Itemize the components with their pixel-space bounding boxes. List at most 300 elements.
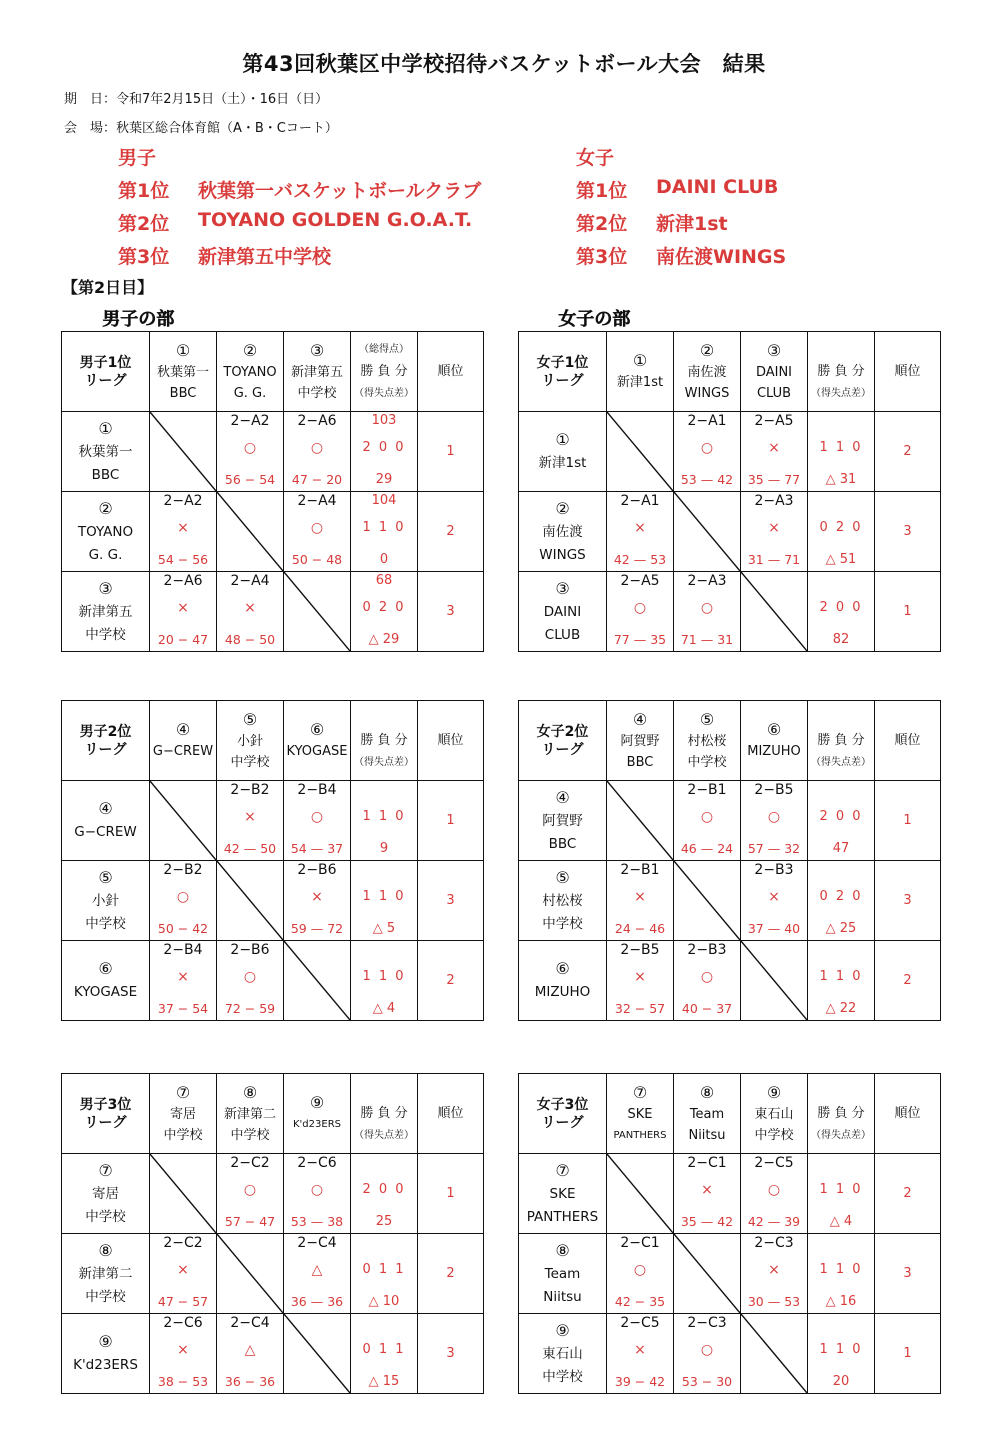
team-number: ② (98, 498, 113, 518)
game-score: 53 — 42 (680, 472, 734, 487)
row-team-label (519, 492, 607, 572)
day-label: 【第2日目】 (62, 278, 154, 297)
game-code: 2−C1 (687, 1155, 727, 1171)
game-score: 36 − 36 (224, 1374, 276, 1389)
column-team-header (284, 332, 351, 412)
league-title-line: リーグ (84, 372, 127, 389)
point-difference: △ 22 (825, 1001, 857, 1016)
game-score: 35 — 42 (680, 1214, 734, 1229)
team-number: ⑦ (632, 1082, 648, 1102)
self-match-cell (217, 1234, 284, 1314)
game-score: 40 − 37 (681, 1001, 733, 1016)
column-team-header (217, 701, 284, 781)
game-cell (284, 861, 351, 941)
rank-value: 1 (903, 1346, 912, 1361)
win-loss-draw: 2 0 0 (362, 440, 406, 455)
game-code: 2−A1 (687, 413, 727, 429)
team-number: ⑤ (555, 867, 570, 887)
column-team-header (607, 332, 674, 412)
game-code: 2−C4 (297, 1235, 337, 1251)
team-number: ⑧ (699, 1082, 715, 1102)
rank-header-label: 順位 (437, 733, 464, 748)
rank-value: 3 (903, 1266, 912, 1281)
diagonal-line (607, 781, 673, 860)
game-score: 24 − 46 (614, 921, 666, 936)
rank-header (875, 332, 941, 412)
self-match-cell (217, 861, 284, 941)
team-number: ⑨ (555, 1320, 570, 1340)
team-name: 新津第五 (78, 603, 133, 620)
game-result-mark: ○ (700, 600, 714, 616)
diagonal-line (674, 492, 740, 571)
team-name: G−CREW (152, 744, 214, 759)
league-title-line: 女子1位 (536, 354, 589, 371)
girls-place-2: 第2位 (576, 213, 628, 235)
game-code: 2−C1 (620, 1235, 660, 1251)
game-result-mark: × (701, 1182, 713, 1198)
game-score: 48 − 50 (224, 632, 276, 647)
score-header-line: （得失点差） (354, 1129, 414, 1141)
point-difference: △ 5 (372, 921, 396, 936)
column-team-header (741, 701, 808, 781)
boys-team-2: TOYANO GOLDEN G.O.A.T. (198, 209, 473, 231)
score-header-line: 勝 負 分 (360, 732, 408, 748)
team-number: ⑥ (766, 720, 782, 739)
game-cell (607, 1314, 674, 1394)
league-title-line: リーグ (541, 741, 584, 758)
rank-value: 1 (446, 444, 455, 459)
game-result-mark: × (768, 440, 780, 456)
team-name: 村松桜 (542, 892, 583, 909)
game-score: 47 − 20 (291, 472, 343, 487)
column-team-header (674, 701, 741, 781)
team-number: ① (98, 418, 113, 438)
boys-place-1: 第1位 (118, 180, 170, 202)
game-cell (741, 412, 808, 492)
game-cell (150, 1314, 217, 1394)
game-result-mark: ○ (700, 809, 714, 825)
score-summary-cell (351, 412, 418, 492)
self-match-cell (607, 412, 674, 492)
league-title-cell (519, 332, 607, 412)
table-row (519, 861, 941, 941)
table-row (519, 492, 941, 572)
game-result-mark: ○ (310, 809, 324, 825)
team-number: ⑧ (98, 1240, 113, 1260)
diagonal-line (741, 941, 807, 1020)
point-difference: △ 31 (825, 472, 857, 487)
game-cell (674, 781, 741, 861)
game-score: 53 − 30 (681, 1374, 733, 1389)
rank-header-label: 順位 (894, 364, 921, 379)
game-cell (150, 492, 217, 572)
column-team-header (607, 1074, 674, 1154)
league-title-line: 男子2位 (79, 723, 132, 740)
team-name: 東石山 (754, 1106, 794, 1122)
game-result-mark: × (177, 600, 189, 616)
rank-cell (418, 1314, 484, 1394)
row-team-label (62, 1234, 150, 1314)
game-result-mark: ○ (176, 889, 190, 905)
self-match-cell (607, 1154, 674, 1234)
self-match-cell (674, 861, 741, 941)
game-score: 72 − 59 (224, 1001, 276, 1016)
game-cell (217, 781, 284, 861)
rank-header (418, 1074, 484, 1154)
team-number: ② (555, 498, 570, 518)
rank-cell (875, 941, 941, 1021)
score-summary-cell (351, 1154, 418, 1234)
point-difference: △ 29 (368, 632, 400, 647)
rank-header-label: 順位 (437, 364, 464, 379)
row-team-label (519, 1154, 607, 1234)
team-name: 中学校 (85, 1208, 126, 1225)
girls-place-3: 第3位 (576, 246, 628, 268)
team-number: ⑦ (98, 1160, 113, 1180)
score-summary-cell (808, 781, 875, 861)
game-cell (674, 1154, 741, 1234)
rank-cell (875, 861, 941, 941)
team-name: 新津1st (538, 455, 587, 471)
league-title-line: リーグ (84, 1114, 127, 1131)
game-result-mark: × (634, 520, 646, 536)
column-team-header (150, 701, 217, 781)
team-number: ⑨ (309, 1093, 325, 1112)
team-name: G−CREW (74, 824, 137, 840)
point-difference: 0 (379, 552, 389, 567)
league-title-cell (519, 701, 607, 781)
team-name: 中学校 (230, 1127, 270, 1143)
game-code: 2−B1 (620, 862, 660, 878)
score-summary-cell (808, 1234, 875, 1314)
team-name: K'd23ERS (73, 1357, 138, 1373)
rank-header (418, 701, 484, 781)
rank-cell (875, 1314, 941, 1394)
game-cell (217, 412, 284, 492)
game-cell (674, 1314, 741, 1394)
rank-value: 3 (446, 1346, 455, 1361)
league-title-cell (62, 332, 150, 412)
game-code: 2−B1 (687, 782, 727, 798)
game-result-mark: ○ (700, 969, 714, 985)
diagonal-line (284, 572, 350, 651)
game-result-mark: ○ (310, 1182, 324, 1198)
score-summary-cell (351, 572, 418, 652)
game-result-mark: × (244, 809, 256, 825)
rank-cell (875, 492, 941, 572)
game-result-mark: ○ (767, 1182, 781, 1198)
column-team-header (284, 1074, 351, 1154)
team-name: TOYANO (223, 364, 277, 380)
game-cell (607, 1234, 674, 1314)
team-number: ④ (555, 787, 570, 807)
team-name: Team (689, 1106, 725, 1122)
team-name: 東石山 (542, 1345, 583, 1362)
team-name: 中学校 (163, 1127, 203, 1143)
point-difference: △ 15 (368, 1374, 400, 1389)
league-title-line: リーグ (541, 1114, 584, 1131)
team-name: KYOGASE (73, 984, 138, 1000)
rank-value: 3 (446, 893, 455, 908)
game-cell (217, 1314, 284, 1394)
team-name: K'd23ERS (293, 1119, 341, 1130)
point-difference: △ 25 (825, 921, 857, 936)
self-match-cell (741, 572, 808, 652)
self-match-cell (741, 1314, 808, 1394)
team-name: BBC (169, 385, 197, 401)
team-name: CLUB (756, 385, 792, 401)
score-header-line: 勝 負 分 (817, 363, 865, 379)
league-boys-3 (61, 1073, 484, 1394)
game-code: 2−C6 (163, 1315, 203, 1331)
table-row (62, 941, 484, 1021)
game-code: 2−B3 (687, 942, 727, 958)
team-number: ① (175, 340, 191, 360)
boys-results-heading: 男子 (118, 147, 157, 169)
game-code: 2−A2 (163, 493, 203, 509)
column-team-header (674, 1074, 741, 1154)
game-code: 2−A6 (163, 573, 203, 589)
team-name: 中学校 (687, 754, 727, 770)
game-result-mark: ○ (767, 809, 781, 825)
game-score: 47 − 57 (157, 1294, 209, 1309)
game-result-mark: ○ (700, 440, 714, 456)
game-code: 2−B2 (163, 862, 203, 878)
team-name: 村松桜 (687, 733, 727, 749)
team-name: 新津第二 (223, 1106, 276, 1122)
team-name: G. G. (233, 385, 267, 401)
game-result-mark: ○ (633, 600, 647, 616)
game-code: 2−C2 (163, 1235, 203, 1251)
league-boys-2 (61, 700, 484, 1021)
game-result-mark: ○ (243, 440, 257, 456)
game-result-mark: × (634, 969, 646, 985)
game-cell (284, 412, 351, 492)
point-difference: △ 4 (829, 1214, 853, 1229)
point-difference: 25 (375, 1214, 393, 1229)
event-venue: 会 場：秋葉区総合体育館（A・B・Cコート） (64, 121, 338, 136)
league-title-cell (519, 1074, 607, 1154)
rank-header (875, 1074, 941, 1154)
rank-header-label: 順位 (894, 1106, 921, 1121)
team-name: SKE (549, 1185, 576, 1202)
row-team-label (62, 572, 150, 652)
team-name: Niitsu (543, 1288, 582, 1305)
game-score: 46 — 24 (680, 841, 734, 856)
row-team-label (62, 941, 150, 1021)
table-row (62, 572, 484, 652)
win-loss-draw: 0 2 0 (819, 889, 863, 904)
team-name: 秋葉第一 (156, 364, 209, 380)
rank-cell (875, 412, 941, 492)
event-date: 期 日：令和7年2月15日（土）・16日（日） (64, 92, 329, 107)
score-header-line: （得失点差） (354, 756, 414, 768)
row-team-label (519, 861, 607, 941)
league-title-line: リーグ (84, 741, 127, 758)
league-title-cell (62, 1074, 150, 1154)
score-header-line: 勝 負 分 (817, 1105, 865, 1121)
row-team-label (519, 412, 607, 492)
rank-value: 2 (903, 444, 912, 459)
game-result-mark: ○ (700, 1342, 714, 1358)
team-name: Niitsu (688, 1127, 726, 1143)
score-header-line: （総得点） (359, 343, 409, 355)
column-team-header (150, 1074, 217, 1154)
game-result-mark: ○ (310, 440, 324, 456)
self-match-cell (150, 1154, 217, 1234)
rank-cell (418, 1234, 484, 1314)
game-code: 2−A4 (297, 493, 337, 509)
team-name: G. G. (88, 546, 123, 563)
game-cell (674, 412, 741, 492)
team-name: 南佐渡 (687, 364, 727, 380)
team-name: 中学校 (85, 915, 126, 932)
rank-cell (418, 941, 484, 1021)
win-loss-draw: 1 1 0 (362, 969, 406, 984)
team-number: ③ (766, 340, 782, 360)
boys-team-1: 秋葉第一バスケットボールクラブ (198, 180, 482, 202)
win-loss-draw: 2 0 0 (819, 809, 863, 824)
team-name: CLUB (544, 626, 581, 643)
team-name: 中学校 (297, 385, 337, 401)
game-code: 2−B3 (754, 862, 794, 878)
team-number: ② (699, 340, 715, 360)
game-score: 71 — 31 (680, 632, 734, 647)
team-number: ⑨ (766, 1082, 782, 1102)
game-cell (284, 1234, 351, 1314)
league-title-line: リーグ (541, 372, 584, 389)
girls-team-3: 南佐渡WINGS (656, 246, 787, 268)
team-name: DAINI (755, 364, 793, 380)
game-cell (607, 492, 674, 572)
table-row (519, 412, 941, 492)
score-summary-cell (808, 1154, 875, 1234)
score-summary-cell (808, 1314, 875, 1394)
table-row (519, 1234, 941, 1314)
rank-cell (418, 781, 484, 861)
score-header (808, 701, 875, 781)
score-header (808, 1074, 875, 1154)
game-result-mark: × (177, 969, 189, 985)
win-loss-draw: 0 1 1 (362, 1342, 406, 1357)
team-number: ② (242, 340, 258, 360)
game-code: 2−C6 (297, 1155, 337, 1171)
diagonal-line (217, 1234, 283, 1313)
win-loss-draw: 1 1 0 (362, 889, 406, 904)
game-score: 57 − 47 (224, 1214, 276, 1229)
team-name: WINGS (539, 546, 586, 563)
table-row (62, 1154, 484, 1234)
game-cell (150, 572, 217, 652)
team-name: 中学校 (85, 626, 126, 643)
win-loss-draw: 0 1 1 (362, 1262, 406, 1277)
self-match-cell (741, 941, 808, 1021)
game-cell (150, 861, 217, 941)
rank-cell (418, 412, 484, 492)
game-result-mark: × (177, 1262, 189, 1278)
game-result-mark: ○ (243, 1182, 257, 1198)
game-code: 2−A3 (687, 573, 727, 589)
team-name: 新津1st (616, 375, 664, 390)
game-cell (217, 1154, 284, 1234)
league-title-cell (62, 701, 150, 781)
game-score: 37 − 54 (157, 1001, 209, 1016)
score-header-line: 勝 負 分 (360, 1105, 408, 1121)
column-team-header (674, 332, 741, 412)
rank-value: 1 (903, 604, 912, 619)
game-result-mark: ○ (310, 520, 324, 536)
game-cell (741, 781, 808, 861)
total-points: 68 (375, 573, 393, 588)
team-name: 寄居 (169, 1106, 196, 1122)
game-code: 2−B4 (297, 782, 337, 798)
score-summary-cell (351, 1314, 418, 1394)
game-result-mark: × (768, 1262, 780, 1278)
table-row (62, 781, 484, 861)
game-score: 54 − 56 (157, 552, 209, 567)
game-result-mark: × (768, 889, 780, 905)
team-name: PANTHERS (613, 1129, 667, 1141)
team-number: ⑤ (242, 709, 258, 729)
game-score: 42 − 35 (614, 1294, 666, 1309)
game-code: 2−A2 (230, 413, 270, 429)
game-result-mark: × (768, 520, 780, 536)
boys-place-3: 第3位 (118, 246, 170, 268)
team-name: KYOGASE (286, 744, 348, 759)
rank-value: 2 (446, 1266, 455, 1281)
point-difference: △ 4 (372, 1001, 396, 1016)
diagonal-line (150, 1154, 216, 1233)
team-name: SKE (627, 1106, 653, 1122)
team-number: ① (632, 351, 648, 370)
team-name: DAINI (543, 603, 582, 620)
team-number: ⑥ (555, 959, 570, 978)
rank-cell (418, 1154, 484, 1234)
team-number: ③ (555, 578, 570, 598)
game-result-mark: △ (244, 1342, 256, 1358)
team-number: ⑨ (98, 1332, 113, 1351)
game-cell (741, 1234, 808, 1314)
boys-place-2: 第2位 (118, 213, 170, 235)
game-code: 2−A4 (230, 573, 270, 589)
win-loss-draw: 1 1 0 (819, 1342, 863, 1357)
girls-results-heading: 女子 (576, 147, 615, 169)
game-cell (150, 1234, 217, 1314)
team-number: ③ (309, 340, 325, 360)
game-cell (607, 572, 674, 652)
game-score: 57 — 32 (747, 841, 801, 856)
game-cell (674, 941, 741, 1021)
game-score: 77 — 35 (613, 632, 667, 647)
table-row (519, 941, 941, 1021)
game-code: 2−B5 (620, 942, 660, 958)
rank-value: 2 (903, 1186, 912, 1201)
rank-cell (875, 781, 941, 861)
game-cell (607, 861, 674, 941)
team-name: 南佐渡 (542, 523, 583, 540)
row-team-label (62, 1314, 150, 1394)
game-score: 53 — 38 (290, 1214, 344, 1229)
score-header-line: 勝 負 分 (817, 732, 865, 748)
rank-cell (418, 572, 484, 652)
score-summary-cell (351, 781, 418, 861)
team-name: 秋葉第一 (78, 443, 133, 460)
rank-value: 3 (446, 604, 455, 619)
boys-team-3: 新津第五中学校 (198, 246, 332, 268)
team-number: ③ (98, 578, 113, 598)
self-match-cell (674, 492, 741, 572)
league-girls-3 (518, 1073, 941, 1394)
